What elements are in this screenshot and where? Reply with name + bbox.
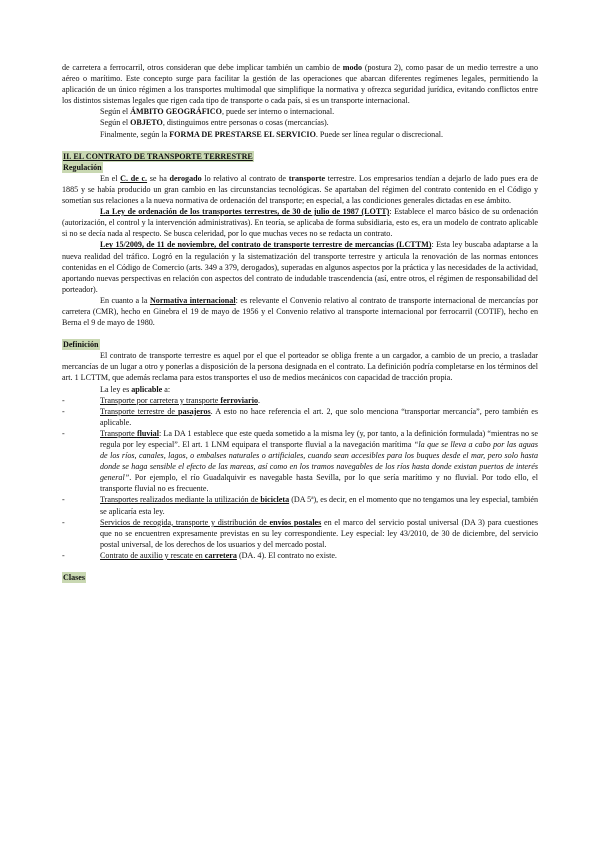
- regulacion-paragraph-lcttm: Ley 15/2009, de 11 de noviembre, del contrato de transporte terrestre de mercancías (LCTTM): Esta ley buscaba adaptarse a la nueva realidad del tráfico. Logró en la regulación y la sistematización del transporte terrestre y articula la renovación de las normas entonces contenidas en el Código de Comercio (arts. 349 a 379, derogados), superadas en algunos aspectos por la práctica y las necesidades de la actividad, aportando nuevas perspectivas en relación con aspectos del contrato de indudable trascendencia (así, entre otros, el régimen de responsabilidad del porteador).: [62, 240, 538, 294]
- regulacion-heading: Regulación: [63, 162, 102, 172]
- aplicable-line: La ley es aplicable a:: [100, 384, 171, 394]
- ambito-line: Según el ÁMBITO GEOGRÁFICO, puede ser interno o internacional.: [100, 107, 335, 117]
- document-page: [62, 62, 538, 583]
- list-item: - Servicios de recogida, transporte y distribución de envíos postales en el marco del servicio postal universal (DA 3) para cuestiones que no se encuentren expresamente previstas en su ley correspondiente. Ley especial: ley 43/2010, de 30 de diciembre, del servicio postal universal, de los derechos de los usuarios y del mercado postal.: [62, 517, 538, 549]
- definicion-paragraph: El contrato de transporte terrestre es aquel por el que el porteador se obliga frente a un cargador, a cambio de un precio, a trasladar mercancías de un lugar a otro y ponerlas a disposición de la persona designada en el contrato. La definición podría completarse en los términos del art. 1 LCTTM, que además reclama para estos transportes el uso de medios mecánicos con capacidad de tracción propia.: [62, 351, 538, 383]
- regulacion-paragraph-lott: La Ley de ordenación de los transportes terrestres, de 30 de julio de 1987 (LOTT): Establece el marco básico de su ordenación (autorización, el control y la intervención administrativas). En teoría, se aplicaba de forma subsidiaria, esto es, era un modelo de contrato aplicable si no se decía nada al respecto. Se busca celeridad, por lo que muchas veces no se redacta un contrato.: [62, 207, 538, 239]
- list-item: - Contrato de auxilio y rescate en carretera (DA. 4). El contrato no existe.: [62, 550, 337, 560]
- list-item: - Transporte por carretera y transporte ferroviario.: [62, 395, 261, 405]
- objeto-line: Según el OBJETO, distinguimos entre personas o cosas (mercancías).: [100, 118, 329, 128]
- clases-heading: Clases: [63, 573, 86, 583]
- list-item: - Transporte fluvial: La DA 1 establece que este queda sometido a la misma ley (y, por tanto, a la definición formulada) “mientras no se regula por ley especial”. El art. 1 LNM equipara el transporte fluvial a la navegación marítima “la que se lleva a cabo por las aguas de los ríos, canales, lagos, o embalses naturales o artificiales, cuando sean accesibles para los buques desde el mar, pero solo hasta donde se haga sensible el efecto de las mareas, así como en los tramos navegables de los ríos hasta donde existan puertos de interés general”. Por ejemplo, el río Guadalquivir es navegable hasta Sevilla, por lo que sería marítimo y no fluvial. Por todo ello, el transporte fluvial no es frecuente.: [62, 428, 538, 494]
- regulacion-paragraph-1: En el C. de c. se ha derogado lo relativo al contrato de transporte terrestre. Los empresarios tendían a dejarlo de lado pues era de 1885 y se había producido un gran cambio en las circunstancias tecnológicas. Se apartaban del régimen del contrato contenido en el Código y sometían sus relaciones a la nueva normativa de ordenación del transporte; en especial, a las condiciones generales dictadas en ese ámbito.: [62, 173, 539, 206]
- list-item: - Transporte terrestre de pasajeros. A esto no hace referencia el art. 2, que solo menciona “transportar mercancía”, pero también es aplicable.: [62, 406, 538, 427]
- forma-line: Finalmente, según la FORMA DE PRESTARSE EL SERVICIO. Puede ser línea regular o discrecional.: [100, 129, 444, 139]
- section-title: II. EL CONTRATO DE TRANSPORTE TERRESTRE: [63, 151, 253, 161]
- regulacion-paragraph-internacional: En cuanto a la Normativa internacional: es relevante el Convenio relativo al contrato de transporte internacional de mercancías por carretera (CMR), hecho en Ginebra el 19 de mayo de 1956 y el Convenio relativo al transporte internacional por ferrocarril (COTIF), hecho en Berna el 9 de mayo de 1980.: [62, 295, 539, 328]
- intro-paragraph: de carretera a ferrocarril, otros consideran que debe implicar también un cambio de modo (postura 2), como pasar de un medio terrestre a uno aéreo o marítimo. Este concepto surge para facilitar la gestión de las operaciones que abarcan diferentes regímenes legales, permitiendo la aplicación de un único régimen a los transportes multimodal que simplifique la normativa y ofrezca seguridad jurídica, evitando conflictos entre los distintos sistemas legales que rigen cada tipo de transporte o cada país, si es un transporte internacional.: [62, 63, 538, 106]
- list-item: - Transportes realizados mediante la utilización de bicicleta (DA 5ª), es decir, en el momento que no tengamos una ley especial, también se aplicaría esta ley.: [62, 495, 539, 516]
- definicion-heading: Definición: [63, 340, 99, 350]
